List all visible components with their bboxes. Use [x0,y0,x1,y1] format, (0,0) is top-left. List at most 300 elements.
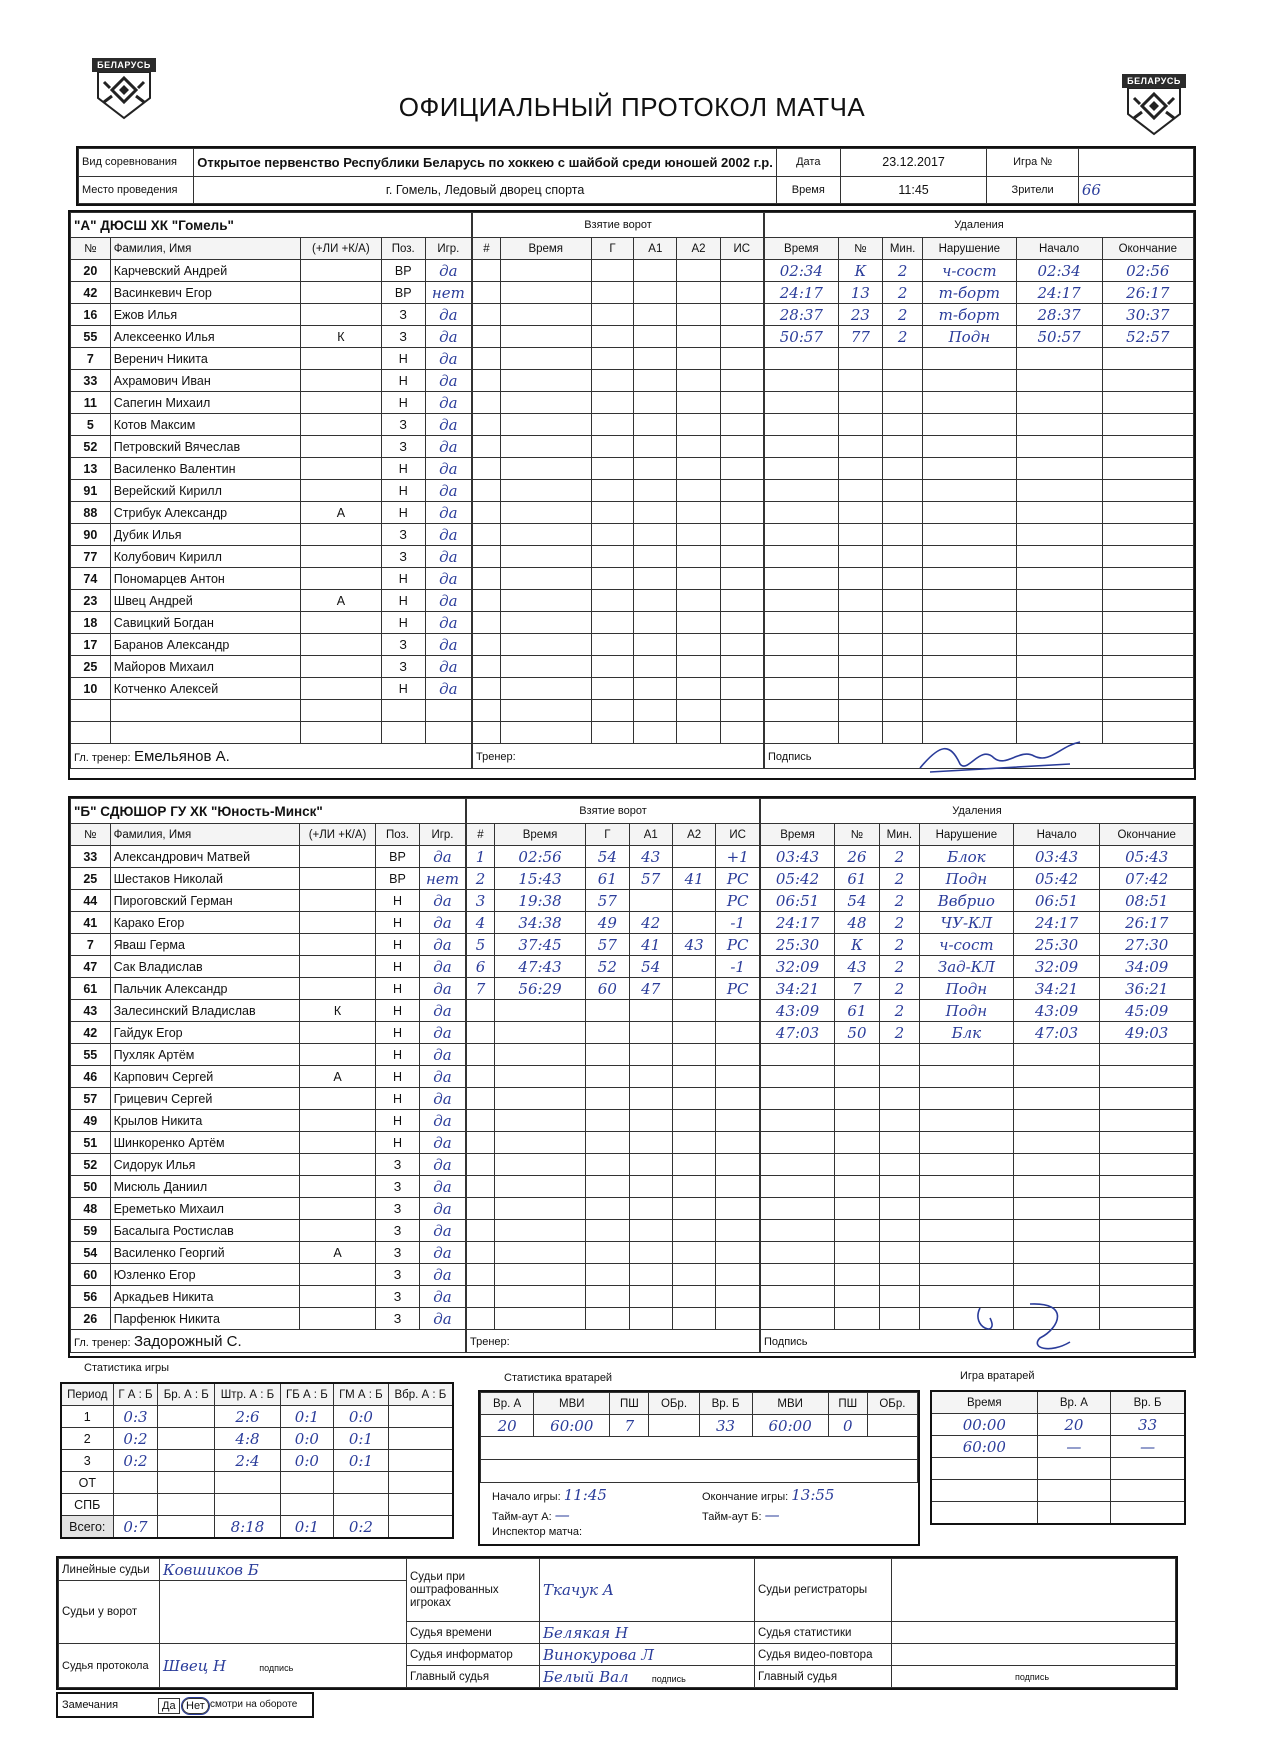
penalty-min [879,1044,919,1066]
player-played: да [419,846,465,868]
player-row [71,722,472,744]
player-name: Сидорук Илья [110,1154,299,1176]
penalty-min: 2 [883,282,923,304]
goal-row [473,612,764,634]
goal-a2 [677,260,720,282]
player-role [301,480,382,502]
penalty-min: 2 [879,890,919,912]
penalty-min: 2 [879,912,919,934]
penalty-no [838,502,882,524]
player-row [71,1198,466,1220]
end-label: Окончание игры: [702,1491,789,1503]
penalty-time [761,1286,835,1308]
player-role: А [300,1066,376,1088]
penalty-inf [923,700,1017,722]
penalty-time [761,1088,835,1110]
player-no: 46 [71,1066,111,1088]
goal-a1 [634,480,677,502]
goal-a2 [677,304,720,326]
col-no: № [71,238,111,260]
remarks-yes[interactable]: Да [158,1698,180,1714]
penalty-min [883,568,923,590]
stats-gm: 0:0 [333,1406,388,1428]
penalty-row [765,634,1194,656]
col-p-min: Мин. [883,238,923,260]
player-role [300,1022,376,1044]
goal-time [500,370,591,392]
goal-g [591,458,634,480]
goal-g: 54 [586,846,629,868]
gk-header: ОБр. [867,1393,917,1415]
player-row [71,1000,466,1022]
goal-time: 47:43 [494,956,585,978]
penalty-row [761,1088,1194,1110]
player-row [71,1110,466,1132]
penalty-min [883,546,923,568]
player-played [425,700,471,722]
coach-signature [910,734,1090,778]
player-pos: ВР [381,282,425,304]
player-row [71,934,466,956]
penalty-end [1100,1044,1194,1066]
goal-is [716,1308,760,1330]
player-role: А [301,590,382,612]
player-role [300,1088,376,1110]
goal-is [716,1022,760,1044]
goal-time [500,480,591,502]
goal-row [467,1286,760,1308]
goal-a1 [629,1198,672,1220]
player-name: Ахрамович Иван [110,370,300,392]
penalty-time [765,722,839,744]
penalty-no [838,634,882,656]
penalty-end [1102,722,1193,744]
goal-is [720,524,763,546]
player-role [301,612,382,634]
player-no: 77 [71,546,111,568]
spectators: 66 [1078,176,1193,204]
scorer: Швец Н [163,1656,227,1675]
player-row [71,480,472,502]
player-name: Сак Владислав [110,956,299,978]
team-b-goal-rows [467,846,760,1330]
penalty-min [879,1176,919,1198]
goal-row [473,304,764,326]
team-a-goals [472,212,764,769]
player-role [300,934,376,956]
goal-a1 [634,326,677,348]
penalty-min [883,348,923,370]
player-played: да [419,1286,465,1308]
penalty-row [761,1154,1194,1176]
goal-row [473,326,764,348]
player-row [71,370,472,392]
penalty-inf: Ввбрио [919,890,1013,912]
player-pos: Н [381,678,425,700]
trainer-label: Тренер: [476,751,516,763]
goal-time [494,1132,585,1154]
penalty-no [835,1220,880,1242]
player-pos: З [376,1286,420,1308]
goal-a1 [634,612,677,634]
goal-row [473,392,764,414]
gk-header: МВИ [534,1393,610,1415]
goal-row [473,502,764,524]
goal-a2 [672,890,715,912]
goal-n [473,656,501,678]
goal-row [473,678,764,700]
penalty-time [765,656,839,678]
penalty-inf [919,1242,1013,1264]
goal-row [467,1220,760,1242]
player-row [71,414,472,436]
penalty-inf [919,1154,1013,1176]
player-role [300,1198,376,1220]
goal-time [494,1286,585,1308]
stats-vb [388,1494,453,1516]
player-role [300,890,376,912]
goal-row [467,1154,760,1176]
col-played: Игр. [425,238,471,260]
penalty-row [761,1022,1194,1044]
goal-n: 3 [467,890,495,912]
player-row [71,890,466,912]
goal-a1 [629,1044,672,1066]
player-pos: З [381,546,425,568]
goal-n [467,1198,495,1220]
player-row [71,392,472,414]
gk-b: 33 [699,1415,752,1437]
goal-row [473,722,764,744]
penalty-no: К [838,260,882,282]
stats-br [158,1406,215,1428]
goal-a1 [634,634,677,656]
player-pos: З [376,1242,420,1264]
player-no: 74 [71,568,111,590]
player-row [71,612,472,634]
player-row [71,590,472,612]
penalty-row [761,1000,1194,1022]
penalty-no [835,1286,880,1308]
player-role [301,458,382,480]
penalty-row [765,656,1194,678]
goal-n [467,1088,495,1110]
player-played: да [419,912,465,934]
penalty-end: 07:42 [1100,868,1194,890]
gk-b-mvi: 60:00 [752,1415,828,1437]
goal-n [473,260,501,282]
team-a-title: "А" ДЮСШ ХК "Гомель" [71,213,472,238]
penalty-no [835,1242,880,1264]
goal-time: 15:43 [494,868,585,890]
goal-a2 [672,1264,715,1286]
start-label: Начало игры: [492,1491,561,1503]
penalty-min [883,458,923,480]
player-name: Петровский Вячеслав [110,436,300,458]
penalty-inf [919,1132,1013,1154]
goal-g [586,1220,629,1242]
player-no: 25 [71,656,111,678]
penalty-end: 08:51 [1100,890,1194,912]
penalty-time: 47:03 [761,1022,835,1044]
goal-a2 [672,978,715,1000]
end-time: 13:55 [791,1486,835,1504]
player-role [301,260,382,282]
player-played: да [425,326,471,348]
goal-a2 [672,1066,715,1088]
player-row [71,700,472,722]
player-no: 42 [71,282,111,304]
stats-gb: 0:1 [280,1406,333,1428]
goal-g [586,1176,629,1198]
penalty-start [1013,1198,1100,1220]
goal-a2 [672,1000,715,1022]
penalty-time [765,546,839,568]
player-row [71,634,472,656]
penalty-min: 2 [879,846,919,868]
penalty-end [1100,1154,1194,1176]
player-played: да [419,1176,465,1198]
stats-br [158,1516,215,1539]
team-a-penalties [764,212,1194,769]
penalty-start [1013,1242,1100,1264]
player-no: 5 [71,414,111,436]
penalty-min: 2 [879,868,919,890]
player-name: Карчевский Андрей [110,260,300,282]
penalty-start: 02:34 [1016,260,1102,282]
goal-a1 [634,348,677,370]
player-no: 52 [71,1154,111,1176]
game-stats-table [60,1382,454,1539]
penalty-row [761,934,1194,956]
goal-a1 [629,1308,672,1330]
penalty-box-label: Судьи при оштрафованных игроках [407,1559,540,1622]
gk-header: Вр. А [481,1393,534,1415]
player-row [71,546,472,568]
stats-period: 2 [61,1428,113,1450]
goal-a2 [677,480,720,502]
goal-n [473,590,501,612]
gk-header: МВИ [752,1393,828,1415]
goal-row [473,436,764,458]
stats-gm [333,1472,388,1494]
goal-time [494,1242,585,1264]
penalty-no: К [835,934,880,956]
goal-time [494,1198,585,1220]
goal-a1 [629,1066,672,1088]
col-g-time: Время [494,824,585,846]
date: 23.12.2017 [840,149,987,177]
col-p-no: № [838,238,882,260]
player-role [300,1154,376,1176]
penalty-inf [923,546,1017,568]
player-no: 23 [71,590,111,612]
goal-time [494,1264,585,1286]
stats-row [61,1516,453,1539]
gk-stats-box [478,1390,920,1546]
stats-br [158,1450,215,1472]
goal-row [473,458,764,480]
col-a1: А1 [634,238,677,260]
penalty-time [761,1110,835,1132]
penalty-row [765,678,1194,700]
penalty-inf [923,348,1017,370]
player-name: Ежов Илья [110,304,300,326]
player-played: нет [419,868,465,890]
player-role [300,1220,376,1242]
stats-vb [388,1516,453,1539]
stats-header: ГБ А : Б [280,1383,333,1406]
penalty-min [879,1242,919,1264]
player-played: да [425,436,471,458]
goal-a1 [634,568,677,590]
player-pos: З [376,1264,420,1286]
player-pos: Н [376,1088,420,1110]
goal-n [473,568,501,590]
remarks-no[interactable]: Нет [182,1698,209,1714]
col-p-end: Окончание [1100,824,1194,846]
penalty-end: 36:21 [1100,978,1194,1000]
stats-vb [388,1472,453,1494]
penalty-min [879,1066,919,1088]
goal-n [467,1264,495,1286]
player-no: 88 [71,502,111,524]
player-name: Сапегин Михаил [110,392,300,414]
goal-a2 [677,678,720,700]
penalty-end [1102,634,1193,656]
goal-row [467,1110,760,1132]
player-pos: Н [381,502,425,524]
player-name [110,700,300,722]
player-played: нет [425,282,471,304]
penalty-row [761,1242,1194,1264]
goal-row [473,656,764,678]
goal-n [473,436,501,458]
goal-a2 [672,956,715,978]
penalty-end [1102,656,1193,678]
goal-n [467,1132,495,1154]
player-row [71,304,472,326]
player-no [71,722,111,744]
goal-a2 [677,568,720,590]
coach-signature-b [940,1298,1120,1358]
goal-a1 [634,502,677,524]
player-role [300,1132,376,1154]
stats-period: 3 [61,1450,113,1472]
chief2-label: Главный судья [755,1666,892,1688]
page-title: ОФИЦИАЛЬНЫЙ ПРОТОКОЛ МАТЧА [398,92,866,122]
goal-row [473,282,764,304]
goal-a1 [629,1088,672,1110]
goal-row [473,348,764,370]
penalty-no [835,1088,880,1110]
goal-row [467,934,760,956]
goal-a2 [677,436,720,458]
logo-label: БЕЛАРУСЬ [92,58,156,72]
penalty-row [765,260,1194,282]
goal-time [500,634,591,656]
penalty-no [835,1154,880,1176]
venue: г. Гомель, Ледовый дворец спорта [194,176,777,204]
stats-br [158,1472,215,1494]
player-no: 61 [71,978,111,1000]
player-pos: Н [381,568,425,590]
goal-g [586,1286,629,1308]
player-played: да [425,546,471,568]
goal-time [500,326,591,348]
penalty-row [765,436,1194,458]
penalty-start [1013,1044,1100,1066]
player-played: да [425,392,471,414]
goal-g [591,304,634,326]
penalty-start [1016,700,1102,722]
goal-n [473,392,501,414]
penalty-row [765,612,1194,634]
player-name: Ереметько Михаил [110,1198,299,1220]
player-pos: З [376,1220,420,1242]
penalty-row [765,458,1194,480]
goal-is [720,480,763,502]
player-pos: Н [381,458,425,480]
penalty-start [1016,348,1102,370]
goal-row [467,1066,760,1088]
goal-g [591,502,634,524]
goal-is [720,348,763,370]
penalty-end [1100,1088,1194,1110]
penalty-min [883,656,923,678]
penalty-row [761,1176,1194,1198]
team-a-rows [71,260,472,744]
statistics-label: Судья статистики [755,1622,892,1644]
goal-g [591,612,634,634]
penalty-inf: ЧУ-КЛ [919,912,1013,934]
penalty-time [765,348,839,370]
gk-header: Вр. Б [699,1393,752,1415]
goal-g: 60 [586,978,629,1000]
penalty-no [838,348,882,370]
stats-sh: 8:18 [215,1516,281,1539]
player-row [71,846,466,868]
time-label: Время [776,176,840,204]
penalty-min [883,370,923,392]
stats-row [61,1450,453,1472]
col-g: Г [591,238,634,260]
penalty-min [883,502,923,524]
penalty-no: 54 [835,890,880,912]
penalty-no [838,480,882,502]
penalty-no [838,590,882,612]
linesmen-label: Линейные судьи [59,1559,160,1581]
stats-gm: 0:2 [333,1516,388,1539]
player-pos: Н [376,1132,420,1154]
gk-a-psh: 7 [610,1415,649,1437]
goal-a2 [672,1286,715,1308]
goal-g [591,370,634,392]
goal-is [716,1264,760,1286]
player-name: Пироговский Герман [110,890,299,912]
penalty-start [1016,656,1102,678]
penalty-row [761,1066,1194,1088]
goal-row [467,956,760,978]
player-row [71,1220,466,1242]
player-no: 44 [71,890,111,912]
penalty-start: 32:09 [1013,956,1100,978]
inspector-label: Инспектор матча: [492,1526,583,1538]
goal-a2 [672,1022,715,1044]
penalty-time: 50:57 [765,326,839,348]
goal-g [591,348,634,370]
penalty-inf: Зад-КЛ [919,956,1013,978]
